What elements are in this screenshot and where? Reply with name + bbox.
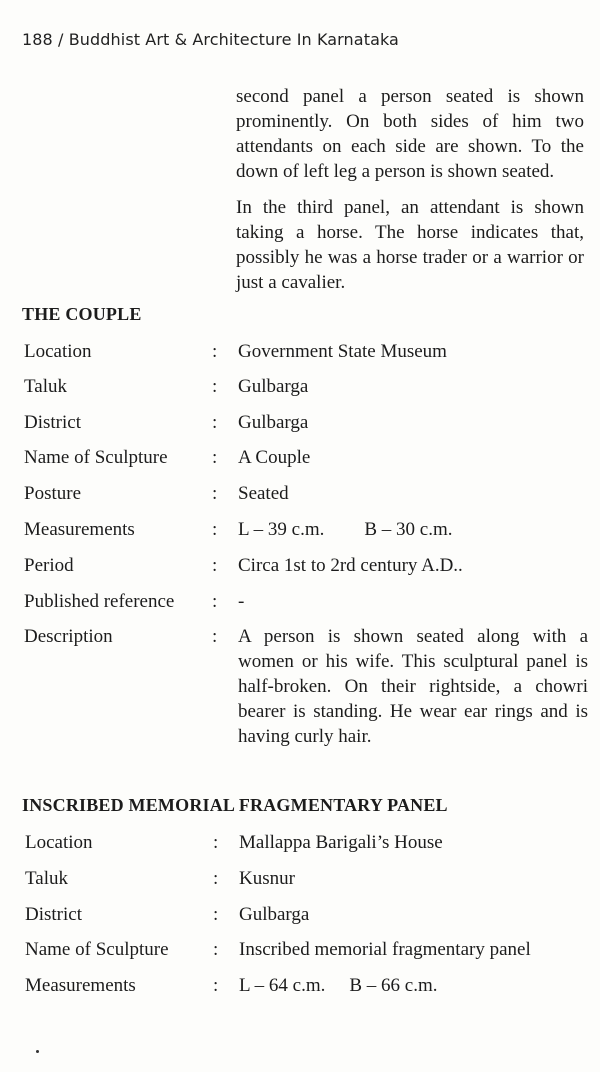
field-colon: : [213,832,219,853]
field-label: District [25,904,82,925]
field-value: Government State Museum [238,341,447,362]
field-colon: : [212,447,218,468]
field-label: Taluk [24,376,67,397]
field-colon: : [213,975,219,996]
field-colon: : [213,939,219,960]
field-colon: : [212,555,218,576]
continued-text [236,84,584,306]
measurement-length: L – 39 c.m. [238,519,325,540]
field-colon: : [213,904,219,925]
field-label: Posture [24,483,81,504]
field-value: Kusnur [239,868,295,889]
field-colon: : [212,412,218,433]
field-label: Period [24,555,74,576]
field-label: Measurements [24,519,135,540]
field-value: Gulbarga [238,376,309,397]
running-head: 188 / Buddhist Art & Architecture In Karnataka [22,30,399,49]
field-colon: : [212,591,218,612]
field-colon: : [212,483,218,504]
field-value [239,973,438,998]
field-label: District [24,412,81,433]
measurement-breadth: B – 66 c.m. [349,975,438,996]
field-value: A Couple [238,447,311,468]
field-label: Published reference [24,591,175,612]
field-label: Taluk [25,868,68,889]
field-value: Seated [238,483,289,504]
measurement-breadth: B – 30 c.m. [364,519,453,540]
field-label: Name of Sculpture [25,939,169,960]
field-label: Description [24,626,113,647]
section-heading-inscribed-memorial: INSCRIBED MEMORIAL FRAGMENTARY PANEL [22,795,448,815]
speck-mark [36,1050,39,1053]
field-value: - [238,591,245,612]
field-colon: : [213,868,219,889]
field-colon: : [212,376,218,397]
measurement-length: L – 64 c.m. [239,975,326,996]
field-colon: : [212,341,218,362]
field-colon: : [212,626,218,647]
field-value: Inscribed memorial fragmentary panel [239,939,531,960]
field-colon: : [212,519,218,540]
field-value: Gulbarga [239,904,310,925]
field-value-description [238,624,588,749]
paragraph: In the third panel, an attendant is shown taking a horse. The horse indicates that, possibly he was a horse trader or a warrior or just a cavalier. [236,197,584,293]
field-label: Location [24,341,92,362]
description-text: A person is shown seated along with a women or his wife. This sculptural panel is half-broken. On their rightside, a chowri bearer is standing. He wear ear rings and is having curly hair. [238,626,588,747]
field-value: Circa 1st to 2rd century A.D.. [238,555,463,576]
section-heading-the-couple: THE COUPLE [22,304,142,324]
paragraph: second panel a person seated is shown prominently. On both sides of him two attendants on each side are shown. To the down of left leg a person is shown seated. [236,86,584,182]
field-label: Name of Sculpture [24,447,168,468]
field-label: Location [25,832,93,853]
field-value: Mallappa Barigali’s House [239,832,443,853]
field-value: Gulbarga [238,412,309,433]
field-value [238,517,453,542]
field-label: Measurements [25,975,136,996]
